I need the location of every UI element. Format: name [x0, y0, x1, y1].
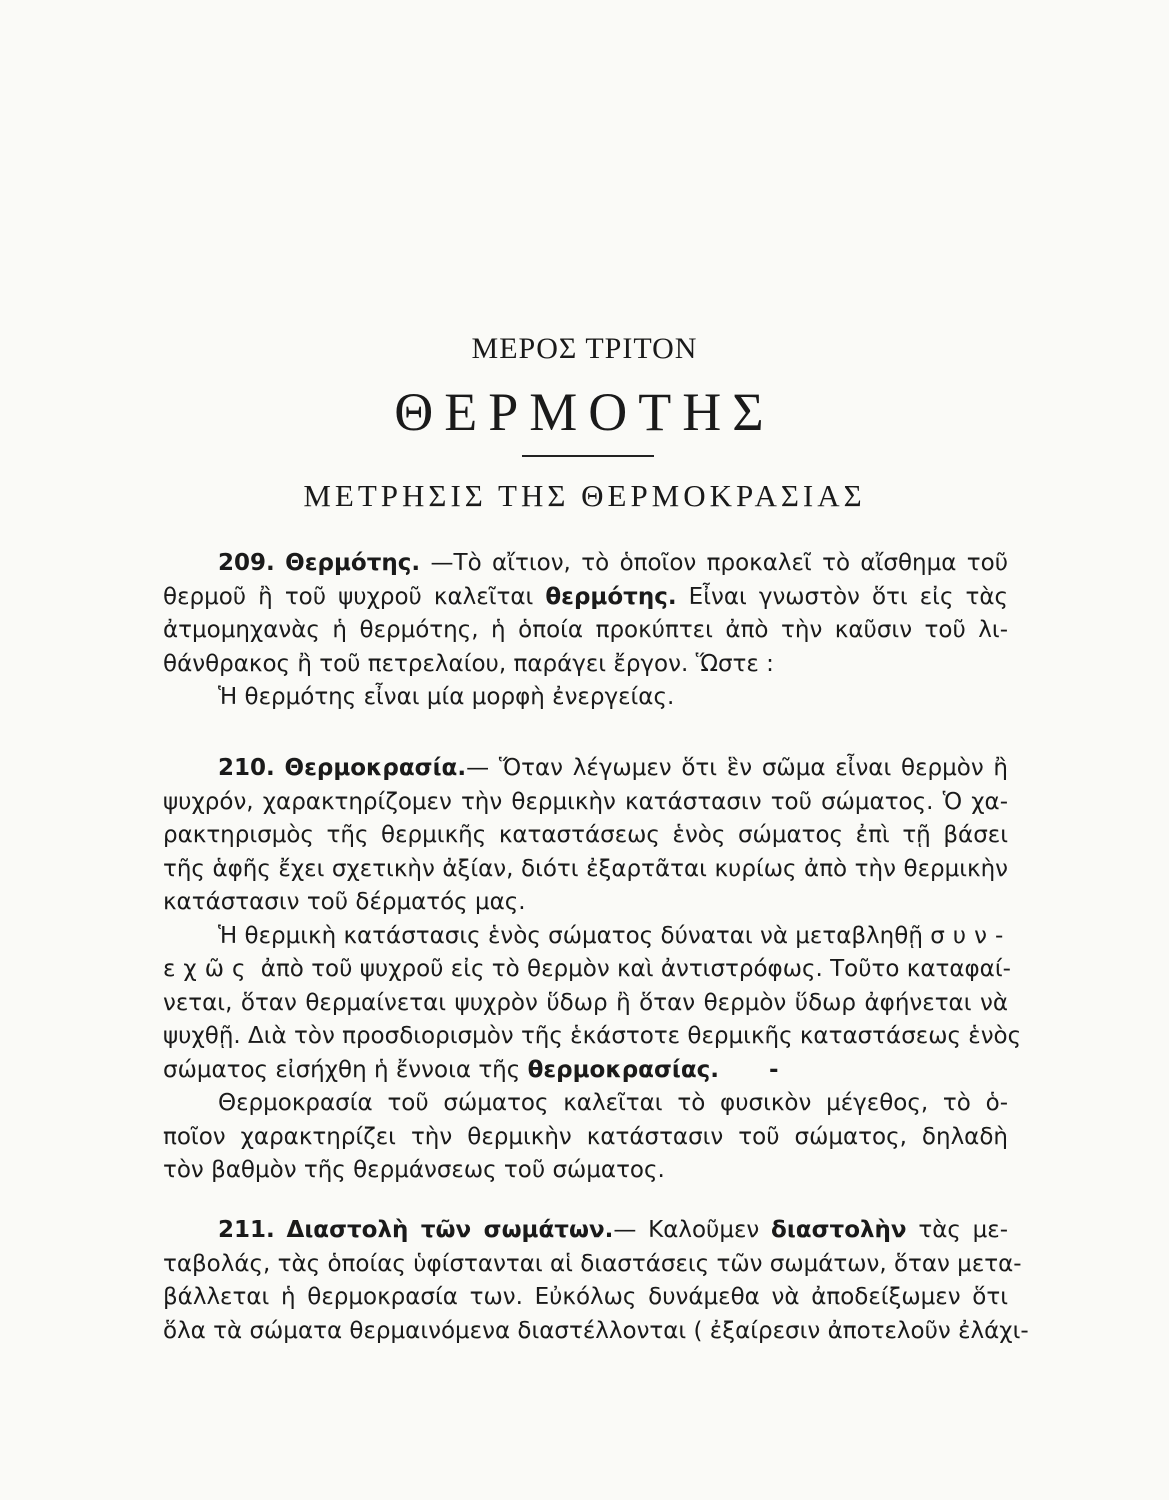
- text-span: ἀπὸ τοῦ ψυχροῦ εἰς τὸ θερμὸν καὶ ἀντιστρόφως. Τοῦτο καταφαί-: [260, 956, 1011, 982]
- text-span: Εἶναι γνωστὸν ὅτι εἰς τὰς: [688, 583, 1009, 610]
- text-line: κατάστασιν τοῦ δέρματός μας.: [163, 889, 526, 915]
- keyword: διαστολὴν: [771, 1217, 907, 1243]
- text-line: [163, 752, 1008, 786]
- text-span: θερμοῦ ἢ τοῦ ψυχροῦ καλεῖται: [163, 583, 534, 610]
- paragraph-number: 210.: [218, 755, 275, 781]
- margin-dash: -: [769, 1056, 779, 1083]
- text-line: βάλλεται ἡ θερμοκρασία των. Εὐκόλως δυνάμεθα νὰ ἀποδείξωμεν ὅτι: [163, 1284, 1008, 1310]
- paragraph-number: 211.: [218, 1217, 275, 1243]
- text-line: [163, 1214, 1008, 1248]
- text-line: τὸν βαθμὸν τῆς θερμάνσεως τοῦ σώματος.: [163, 1157, 665, 1183]
- paragraph-211: [163, 1214, 1029, 1348]
- text-line: Θερμοκρασία τοῦ σώματος καλεῖται τὸ φυσικὸν μέγεθος, τὸ ὁ-: [218, 1090, 1008, 1116]
- part-label: ΜΕΡΟΣ ΤΡΙΤΟΝ: [471, 332, 698, 365]
- text-line: [163, 953, 1011, 987]
- text-span: τὰς με-: [918, 1217, 1009, 1243]
- text-line: νεται, ὅταν θερμαίνεται ψυχρὸν ὕδωρ ἢ ὅταν θερμὸν ὕδωρ ἀφήνεται νὰ: [163, 989, 1008, 1016]
- paragraph-heading: Θερμοκρασία.: [284, 755, 467, 781]
- text-line: Ἡ θερμότης εἶναι μία μορφὴ ἐνεργείας.: [218, 684, 675, 710]
- paragraph-heading: Θερμότης.: [285, 550, 421, 576]
- paragraph-heading: Διαστολὴ τῶν σωμάτων.: [286, 1217, 614, 1243]
- text-span: — Καλοῦμεν: [613, 1217, 760, 1243]
- text-line: τῆς ἁφῆς ἔχει σχετικὴν ἀξίαν, διότι ἐξαρτᾶται κυρίως ἀπὸ τὴν θερμικὴν: [163, 855, 1008, 882]
- text-line: ψυχρόν, χαρακτηρίζομεν τὴν θερμικὴν κατάστασιν τοῦ σώματος. Ὁ χα-: [163, 788, 1008, 815]
- keyword: θερμοκρασίας.: [527, 1056, 720, 1083]
- section-title: ΜΕΤΡΗΣΙΣ ΤΗΣ ΘΕΡΜΟΚΡΑΣΙΑΣ: [303, 478, 866, 513]
- text-line: [163, 581, 1008, 615]
- title-divider: [522, 455, 654, 457]
- paragraph-210: [163, 752, 1022, 1188]
- spaced-word: εχῶς: [163, 956, 254, 982]
- text-line: [163, 547, 1008, 581]
- text-line: ἀτμομηχανὰς ἡ θερμότης, ἡ ὁποία προκύπτει ἀπὸ τὴν καῦσιν τοῦ λι-: [163, 617, 1008, 643]
- text-line: ψυχθῇ. Διὰ τὸν προσδιορισμὸν τῆς ἑκάστοτε θερμικῆς καταστάσεως ἑνὸς: [163, 1023, 1022, 1049]
- text-line: ταβολάς, τὰς ὁποίας ὑφίστανται αἱ διαστάσεις τῶν σωμάτων, ὅταν μετα-: [163, 1250, 1022, 1277]
- text-line: ρακτηρισμὸς τῆς θερμικῆς καταστάσεως ἑνὸς σώματος ἐπὶ τῇ βάσει: [163, 822, 1008, 848]
- text-line: [163, 1054, 1008, 1088]
- text-line: [163, 920, 1012, 954]
- keyword: θερμότης.: [545, 583, 677, 610]
- spaced-word: συν-: [930, 922, 1012, 949]
- text-span: σώματος εἰσήχθη ἡ ἔννοια τῆς: [163, 1056, 521, 1083]
- paragraph-209: [163, 547, 1008, 715]
- text-line: ποῖον χαρακτηρίζει τὴν θερμικὴν κατάστασιν τοῦ σώματος, δηλαδὴ: [163, 1123, 1008, 1150]
- paragraph-number: 209.: [218, 550, 275, 576]
- text-line: θάνθρακος ἢ τοῦ πετρελαίου, παράγει ἔργον. Ὥστε :: [163, 650, 774, 677]
- text-span: — Ὅταν λέγωμεν ὅτι ἓν σῶμα εἶναι θερμὸν ἢ: [466, 755, 1009, 781]
- text-line: ὅλα τὰ σώματα θερμαινόμενα διαστέλλονται ( ἐξαίρεσιν ἀποτελοῦν ἐλάχι-: [163, 1317, 1029, 1344]
- text-span: —Τὸ αἴτιον, τὸ ὁποῖον προκαλεῖ τὸ αἴσθημα τοῦ: [430, 550, 1009, 576]
- chapter-title: ΘΕΡΜΟΤΗΣ: [394, 382, 775, 442]
- text-span: Ἡ θερμικὴ κατάστασις ἑνὸς σώματος δύναται νὰ μεταβληθῇ: [218, 922, 923, 949]
